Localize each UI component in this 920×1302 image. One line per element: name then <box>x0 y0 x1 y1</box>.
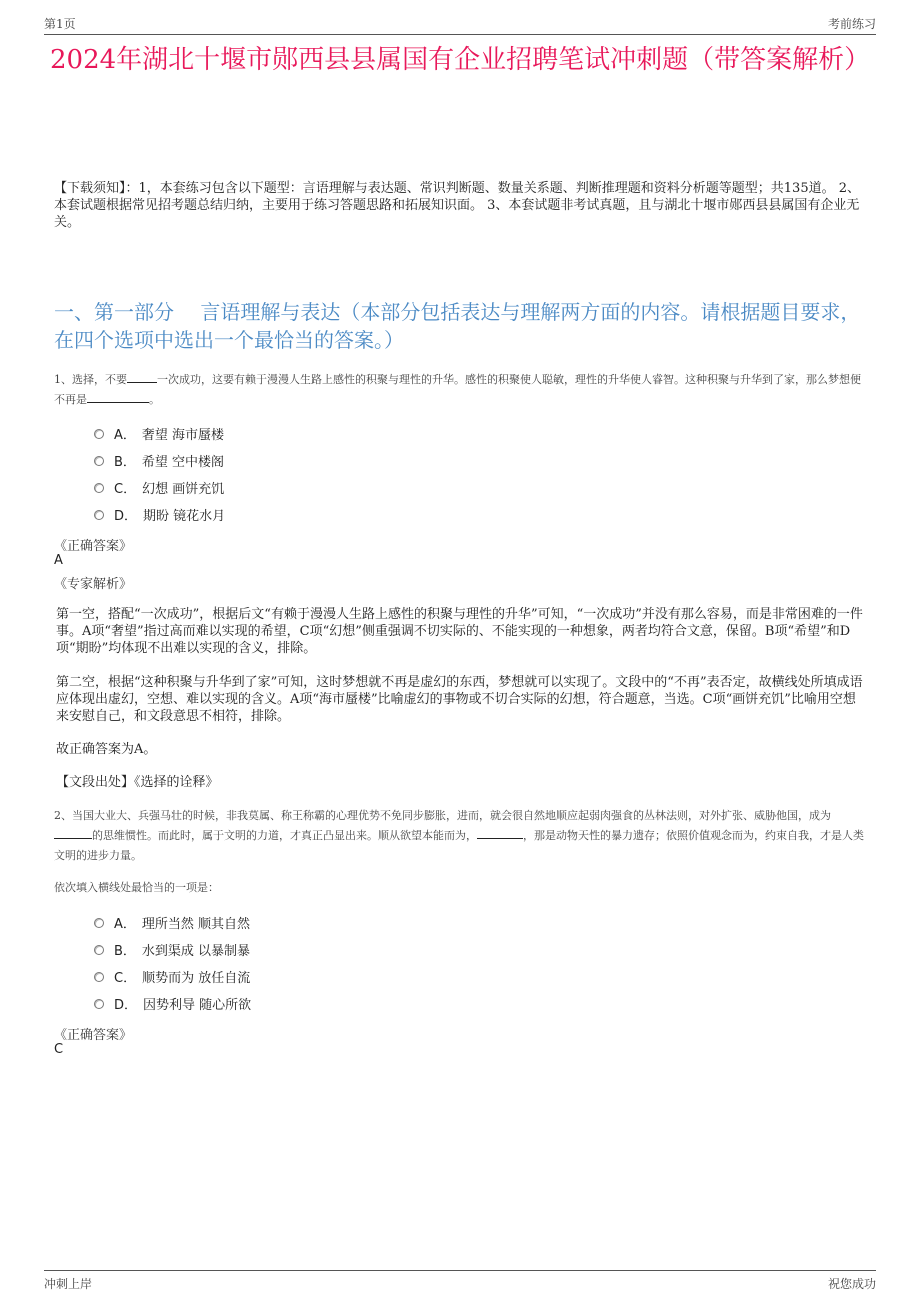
question-2-text-b: 的思维惯性。而此时，属于文明的力道，才真正凸显出来。顺从欲望本能而为， <box>92 829 477 842</box>
option-c[interactable]: C． 顺势而为 放任自流 <box>94 963 251 990</box>
radio-icon[interactable] <box>94 945 104 955</box>
page-header <box>44 0 876 35</box>
page-footer <box>44 1270 876 1301</box>
answer-blank <box>127 370 157 383</box>
answer-blank <box>54 826 92 839</box>
footer-right: 祝您成功 <box>827 1277 876 1291</box>
document-title: 2024年湖北十堰市郧西县县属国有企业招聘笔试冲刺题（带答案解析） <box>50 45 871 75</box>
radio-icon[interactable] <box>94 456 104 466</box>
question-1-options <box>94 420 225 528</box>
option-a[interactable]: A． 理所当然 顺其自然 <box>94 909 251 936</box>
answer-label: 《正确答案》 <box>54 1028 133 1043</box>
radio-icon[interactable] <box>94 972 104 982</box>
question-1-text-b: 一次成功，这要有赖于漫漫人生路上感性的积聚与理性的升华。感性的积聚使人聪敏，理性的升华使人睿智。这种积聚与升华到了家，那么梦想便不再是 <box>54 373 861 406</box>
radio-icon[interactable] <box>94 918 104 928</box>
header-label: 考前练习 <box>827 17 876 31</box>
question-2-text-c: ，那是动物天性的暴力遗存；依照价值观念而为，约束自我，才是人类文明的进步力量。 <box>54 829 864 862</box>
question-2-options <box>94 909 251 1017</box>
radio-icon[interactable] <box>94 429 104 439</box>
radio-icon[interactable] <box>94 999 104 1009</box>
answer-label: 《正确答案》 <box>54 539 133 554</box>
answer-blank <box>477 826 523 839</box>
option-c[interactable]: C． 幻想 画饼充饥 <box>94 474 225 501</box>
question-1-stem <box>54 370 868 410</box>
source-citation: 【文段出处】《选择的诠释》 <box>56 775 219 790</box>
answer-blank <box>87 390 149 403</box>
question-2-stem <box>54 806 868 866</box>
analysis-paragraph-1: 第一空，搭配“一次成功”，根据后文“有赖于漫漫人生路上感性的积聚与理性的升华”可知，“一次成功”并没有那么容易，而是非常困难的一件事。A项“奢望”指过高而难以实现的希望，C项“幻想”侧重强调不切实际的、不能实现的一种想象，两者均符合文意，保留。B项“希望”和D项“期盼”均体现不出难以实现的含义，排除。 <box>56 607 863 656</box>
footer-left: 冲刺上岸 <box>44 1277 93 1291</box>
question-2-prompt: 依次填入横线处最恰当的一项是： <box>54 881 219 894</box>
correct-answer: C <box>54 1042 64 1057</box>
option-a[interactable]: A． 奢望 海市蜃楼 <box>94 420 225 447</box>
page-number: 第1页 <box>44 17 76 31</box>
question-1-text-a: 1、选择，不要 <box>54 373 127 386</box>
section-heading: 一、第一部分 言语理解与表达（本部分包括表达与理解两方面的内容。请根据题目要求，在四个选项中选出一个最恰当的答案。） <box>54 300 861 352</box>
radio-icon[interactable] <box>94 510 104 520</box>
analysis-conclusion: 故正确答案为A。 <box>56 742 157 757</box>
option-b[interactable]: B． 希望 空中楼阁 <box>94 447 225 474</box>
download-notice: 【下载须知】：1，本套练习包含以下题型：言语理解与表达题、常识判断题、数量关系题、判断推理题和资料分析题等题型；共135道。 2、本套试题根据常见招考题总结归纳，主要用于练习答题思路和拓展知识面。 3、本套试题非考试真题，且与湖北十堰市郧西县县属国有企业无关。 <box>54 181 860 230</box>
analysis-paragraph-2: 第二空，根据“这种积聚与升华到了家”可知，这时梦想就不再是虚幻的东西，梦想就可以实现了。文段中的“不再”表否定，故横线处所填成语应体现出虚幻，空想、难以实现的含义。A项“海市蜃楼”比喻虚幻的事物或不切合实际的幻想，符合题意，当选。C项“画饼充饥”比喻用空想来安慰自己，和文段意思不相符，排除。 <box>56 675 863 724</box>
question-1-text-c: 。 <box>149 393 160 406</box>
option-b[interactable]: B． 水到渠成 以暴制暴 <box>94 936 251 963</box>
option-d[interactable]: D． 因势利导 随心所欲 <box>94 990 251 1017</box>
option-d[interactable]: D． 期盼 镜花水月 <box>94 501 225 528</box>
question-2-text-a: 2、当国大业大、兵强马壮的时候，非我莫属、称王称霸的心理优势不免同步膨胀，进而，就会很自然地顺应起弱肉强食的丛林法则，对外扩张、威胁他国，成为 <box>54 809 831 822</box>
analysis-label: 《专家解析》 <box>54 577 133 592</box>
radio-icon[interactable] <box>94 483 104 493</box>
correct-answer: A <box>54 553 63 568</box>
